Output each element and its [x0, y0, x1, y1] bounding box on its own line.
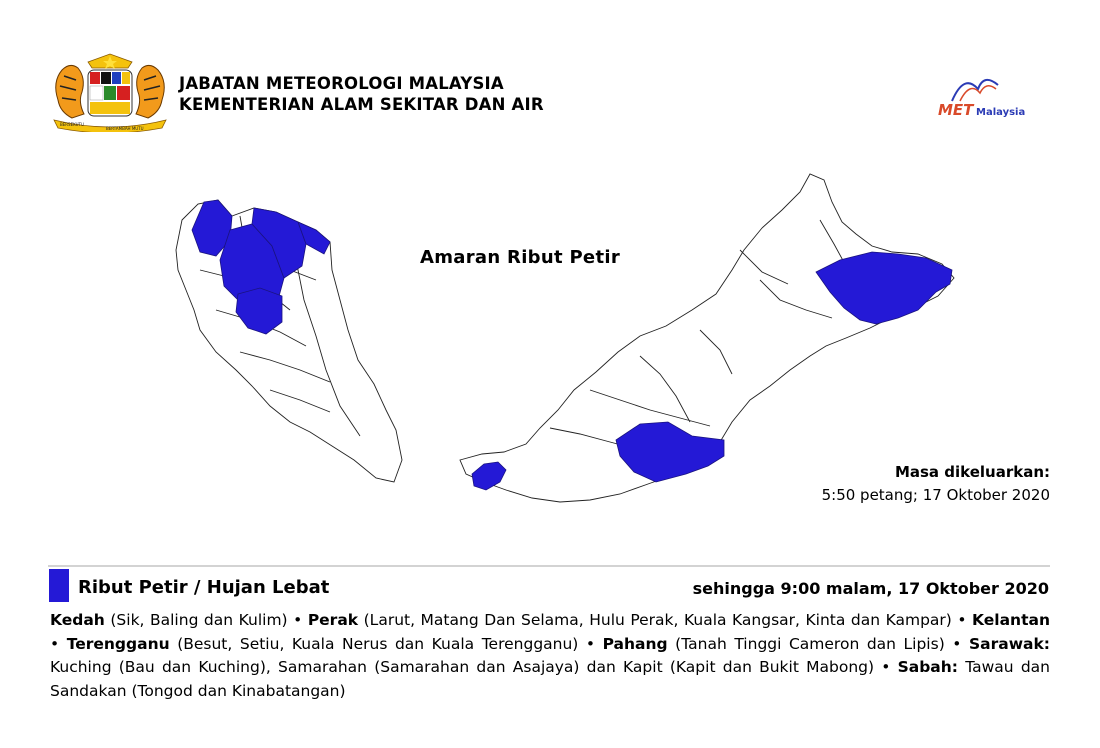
- area-details: (Larut, Matang Dan Selama, Hulu Perak, Kuala Kangsar, Kinta dan Kampar) •: [358, 611, 973, 629]
- area-state: Terengganu: [66, 634, 170, 653]
- issued-time-block: [822, 461, 1050, 507]
- affected-areas-text: [50, 609, 1050, 703]
- issued-label: Masa dikeluarkan:: [894, 463, 1050, 481]
- area-state: Perak: [307, 611, 359, 629]
- area-details: (Sik, Baling dan Kulim) •: [104, 611, 308, 629]
- valid-until: sehingga 9:00 malam, 17 Oktober 2020: [692, 579, 1049, 598]
- area-details: Kuching (Bau dan Kuching), Samarahan (Samarahan dan Asajaya) dan Kapit (Kapit dan Bukit Mabong) •: [50, 658, 898, 676]
- agency-name: JABATAN METEOROLOGI MALAYSIA: [179, 74, 504, 93]
- issued-time: 5:50 petang; 17 Oktober 2020: [821, 486, 1050, 504]
- met-malaysia-logo: [934, 67, 1050, 119]
- crest-motto-top: BERSEKUTU: [60, 122, 84, 127]
- agency-title-block: [179, 73, 544, 115]
- coat-of-arms-crest: [48, 52, 172, 132]
- area-state: Kedah: [50, 611, 105, 629]
- area-details: •: [50, 634, 67, 653]
- crest-motto-bottom: BERTAMBAH MUTU: [106, 126, 144, 131]
- map-title: Amaran Ribut Petir: [420, 247, 620, 268]
- legend-label: Ribut Petir / Hujan Lebat: [78, 577, 330, 598]
- area-state: Sabah:: [897, 658, 959, 676]
- header: [48, 52, 1058, 132]
- area-details: (Tanah Tinggi Cameron dan Lipis) •: [667, 634, 969, 653]
- area-details: Tawau dan Sandakan (Tongod dan Kinabatangan): [50, 658, 1050, 700]
- area-state: Kelantan: [972, 611, 1050, 629]
- area-state: Sarawak:: [968, 634, 1050, 653]
- ministry-name: KEMENTERIAN ALAM SEKITAR DAN AIR: [179, 95, 544, 114]
- met-logo-subtext: Malaysia: [976, 107, 1026, 118]
- legend-swatch: [49, 569, 69, 602]
- met-logo-text: MET: [938, 101, 974, 119]
- area-state: Pahang: [602, 634, 668, 653]
- area-details: (Besut, Setiu, Kuala Nerus dan Kuala Terengganu) •: [169, 634, 603, 653]
- section-divider: [48, 565, 1050, 567]
